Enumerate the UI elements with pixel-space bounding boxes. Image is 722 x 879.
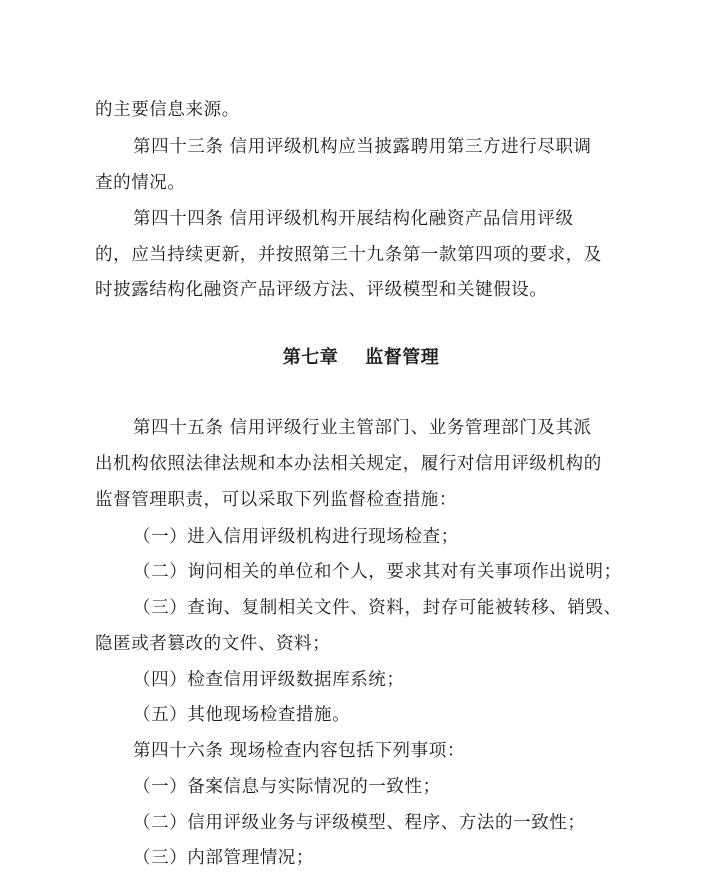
chapter-heading: 第七章 监督管理 bbox=[282, 347, 440, 368]
list-item: （一）进入信用评级机构进行现场检查； bbox=[133, 527, 459, 547]
list-item: （二）询问相关的单位和个人，要求其对有关事项作出说明； bbox=[133, 562, 622, 582]
list-item: （三）内部管理情况； bbox=[133, 848, 314, 868]
paragraph-line: 监督管理职责，可以采取下列监督检查措施： bbox=[95, 490, 457, 510]
paragraph-line: 第四十六条 现场检查内容包括下列事项： bbox=[133, 741, 465, 761]
paragraph-line: 出机构依照法律法规和本办法相关规定，履行对信用评级机构的 bbox=[95, 454, 602, 474]
list-item: （一）备案信息与实际情况的一致性； bbox=[133, 777, 441, 797]
paragraph-line: 的主要信息来源。 bbox=[95, 100, 240, 120]
paragraph-line: 查的情况。 bbox=[95, 173, 186, 193]
paragraph-line: 的，应当持续更新，并按照第三十九条第一款第四项的要求，及 bbox=[95, 245, 602, 265]
paragraph-line: 第四十五条 信用评级行业主管部门、业务管理部门及其派 bbox=[133, 418, 592, 438]
paragraph-line: 第四十三条 信用评级机构应当披露聘用第三方进行尽职调 bbox=[133, 137, 592, 157]
list-item: （三）查询、复制相关文件、资料，封存可能被转移、销毁、 bbox=[133, 598, 622, 618]
paragraph-line: 第四十四条 信用评级机构开展结构化融资产品信用评级 bbox=[133, 209, 574, 229]
paragraph-line: 时披露结构化融资产品评级方法、评级模型和关键假设。 bbox=[95, 280, 548, 300]
list-item: （四）检查信用评级数据库系统； bbox=[133, 670, 405, 690]
list-item: （五）其他现场检查措施。 bbox=[133, 705, 351, 725]
list-item: （二）信用评级业务与评级模型、程序、方法的一致性； bbox=[133, 813, 586, 833]
paragraph-line: 隐匿或者篡改的文件、资料； bbox=[95, 634, 331, 654]
